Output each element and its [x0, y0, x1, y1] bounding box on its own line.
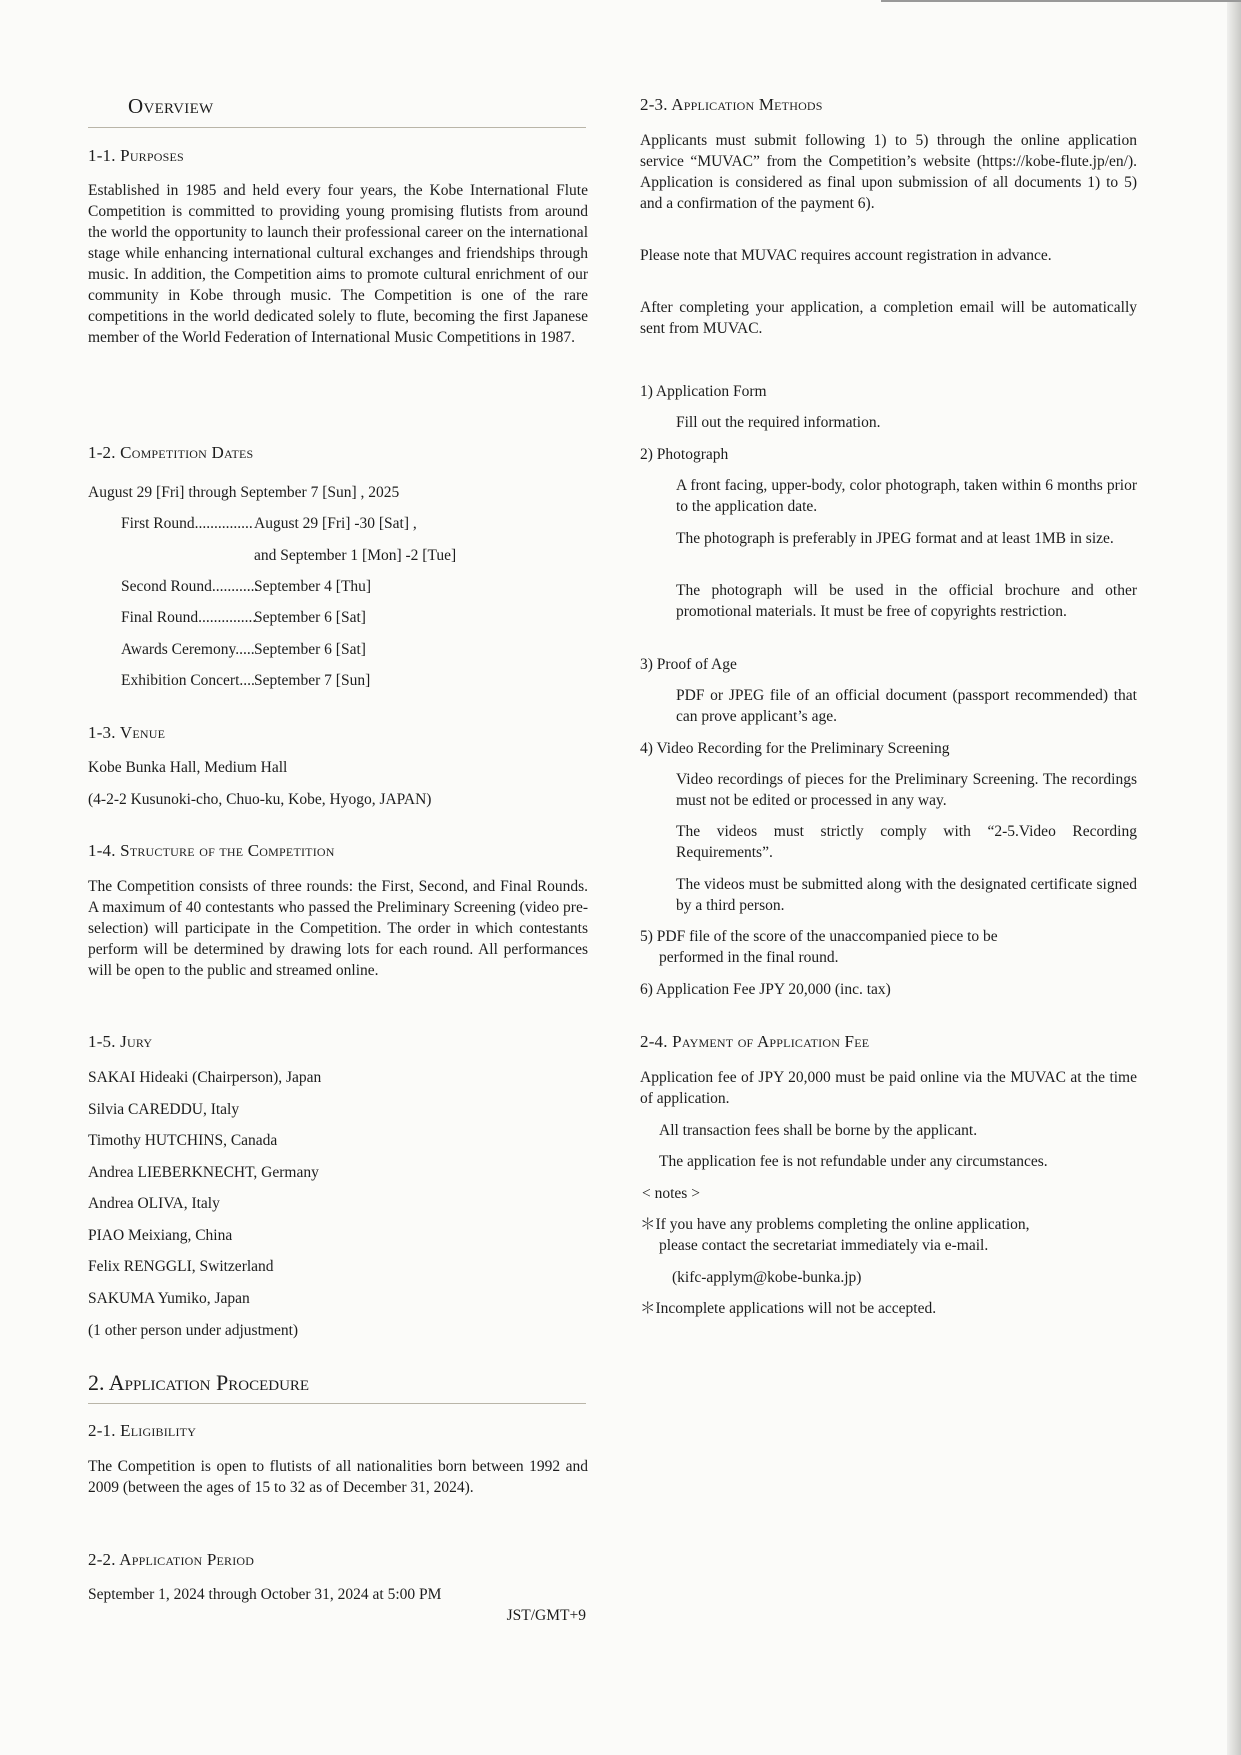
methods-confirm-block [640, 297, 1137, 339]
purposes-heading: 1-1. Purposes [88, 146, 184, 165]
overview-title: Overview [128, 94, 214, 118]
schedule-row: Awards Ceremony.....September 6 [Sat] [121, 641, 366, 658]
jury-member: SAKUMA Yumiko, Japan [88, 1290, 250, 1307]
payment-heading: 2-4. Payment of Application Fee [640, 1032, 870, 1051]
note-item: ＊If you have any problems completing the online application, [640, 1216, 1030, 1233]
item-desc: The videos must be submitted along with the designated certificate signed by a third person. [676, 876, 1137, 914]
scan-top-mark [881, 0, 1241, 2]
methods-paragraph: After completing your application, a completion email will be automatically sent from MUVAC. [640, 299, 1137, 337]
jury-member: Andrea OLIVA, Italy [88, 1195, 220, 1212]
item-title: 2) Photograph [640, 446, 729, 463]
jury-member: Silvia CAREDDU, Italy [88, 1101, 240, 1118]
structure-body-block [88, 876, 588, 981]
jury-member: SAKAI Hideaki (Chairperson), Japan [88, 1069, 322, 1086]
overview-rule [88, 127, 586, 128]
item-desc: The photograph is preferably in JPEG format and at least 1MB in size. [676, 530, 1114, 547]
methods-note-block [640, 245, 1137, 266]
jury-heading: 1-5. Jury [88, 1032, 153, 1051]
schedule-row: Exhibition Concert....September 7 [Sun] [121, 672, 371, 689]
item-desc-block [676, 528, 1137, 549]
item-desc-block [676, 475, 1137, 517]
period-timezone: JST/GMT+9 [506, 1607, 586, 1624]
schedule-row: and September 1 [Mon] -2 [Tue] [254, 547, 457, 564]
dates-range: August 29 [Fri] through September 7 [Sun] , 2025 [88, 484, 400, 501]
procedure-rule [88, 1403, 586, 1404]
jury-member: (1 other person under adjustment) [88, 1322, 299, 1339]
item-title-cont: performed in the final round. [659, 949, 839, 966]
schedule-row: Final Round...............September 6 [Sat] [121, 609, 366, 626]
eligibility-heading: 2-1. Eligibility [88, 1421, 197, 1440]
eligibility-body: The Competition is open to flutists of all nationalities born between 1992 and 2009 (between the ages of 15 to 32 as of December 31, 2024). [88, 1458, 588, 1496]
period-line: September 1, 2024 through October 31, 2024 at 5:00 PM [88, 1586, 442, 1603]
structure-heading: 1-4. Structure of the Competition [88, 841, 335, 860]
item-desc: A front facing, upper-body, color photograph, taken within 6 months prior to the application date. [676, 477, 1137, 515]
item-desc: The videos must strictly comply with “2-5.Video Recording Requirements”. [676, 823, 1137, 861]
dates-heading: 1-2. Competition Dates [88, 443, 254, 462]
schedule-row: First Round...............August 29 [Fri] -30 [Sat] , [121, 515, 417, 532]
notes-label: < notes > [642, 1185, 700, 1202]
item-desc-block [676, 580, 1137, 622]
jury-member: PIAO Meixiang, China [88, 1227, 233, 1244]
venue-name: Kobe Bunka Hall, Medium Hall [88, 759, 288, 776]
item-desc: Video recordings of pieces for the Preliminary Screening. The recordings must not be edited or processed in any way. [676, 771, 1137, 809]
item-desc: The photograph will be used in the official brochure and other promotional materials. It must be free of copyrights restriction. [676, 582, 1137, 620]
jury-member: Felix RENGGLI, Switzerland [88, 1258, 274, 1275]
contact-email: (kifc-applym@kobe-bunka.jp) [672, 1269, 862, 1286]
note-item: ＊Incomplete applications will not be accepted. [640, 1300, 937, 1317]
purposes-body: Established in 1985 and held every four years, the Kobe International Flute Competition is committed to providing young promising flutists from around the world the opportunity to launch their professional career on the international stage while enhancing international cultural exchanges and friendships through music. In addition, the Competition aims to promote cultural enrichment of our community in Kobe through music. The Competition is one of the rare competitions in the world dedicated solely to flute, becoming the first Japanese member of the World Federation of International Music Competitions in 1987. [88, 182, 588, 346]
item-desc: Fill out the required information. [676, 414, 881, 431]
venue-address: (4-2-2 Kusunoki-cho, Chuo-ku, Kobe, Hyogo, JAPAN) [88, 791, 432, 808]
period-heading: 2-2. Application Period [88, 1550, 255, 1569]
methods-heading: 2-3. Application Methods [640, 95, 823, 114]
item-title: 6) Application Fee JPY 20,000 (inc. tax) [640, 981, 891, 998]
note-item-cont: please contact the secretariat immediately via e-mail. [659, 1237, 989, 1254]
item-title: 1) Application Form [640, 383, 767, 400]
scan-page-edge [1227, 0, 1241, 1755]
item-desc-block [676, 821, 1137, 863]
procedure-title: 2. Application Procedure [88, 1370, 310, 1395]
jury-member: Timothy HUTCHINS, Canada [88, 1132, 278, 1149]
schedule-row: Second Round............September 4 [Thu] [121, 578, 372, 595]
payment-paragraph: Application fee of JPY 20,000 must be paid online via the MUVAC at the time of application. [640, 1069, 1137, 1107]
item-desc: PDF or JPEG file of an official document (passport recommended) that can prove applicant’s age. [676, 687, 1137, 725]
venue-heading: 1-3. Venue [88, 723, 166, 742]
item-title: 4) Video Recording for the Preliminary Screening [640, 740, 950, 757]
item-desc-block [676, 874, 1137, 916]
methods-paragraph: Please note that MUVAC requires account registration in advance. [640, 247, 1052, 264]
item-desc-block [676, 685, 1137, 727]
methods-intro-block [640, 130, 1137, 214]
structure-body: The Competition consists of three rounds: the First, Second, and Final Rounds. A maximum of 40 contestants who passed the Preliminary Screening (video pre-selection) will participate in the Competition. The order in which contestants perform will be determined by drawing lots for each round. All performances will be open to the public and streamed online. [88, 878, 588, 979]
purposes-body-block [88, 180, 588, 348]
item-desc-block [676, 769, 1137, 811]
payment-paragraph: The application fee is not refundable under any circumstances. [659, 1153, 1048, 1170]
jury-member: Andrea LIEBERKNECHT, Germany [88, 1164, 319, 1181]
item-title: 3) Proof of Age [640, 656, 737, 673]
methods-paragraph: Applicants must submit following 1) to 5) through the online application service “MUVAC” from the Competition’s website (https://kobe-flute.jp/en/). Application is considered as final upon submission of all documents 1) to 5) and a confirmation of the payment 6). [640, 132, 1137, 212]
eligibility-body-block [88, 1456, 588, 1498]
payment-paragraph: All transaction fees shall be borne by the applicant. [659, 1122, 978, 1139]
payment-intro-block [640, 1067, 1137, 1109]
item-title: 5) PDF file of the score of the unaccompanied piece to be [640, 928, 998, 945]
